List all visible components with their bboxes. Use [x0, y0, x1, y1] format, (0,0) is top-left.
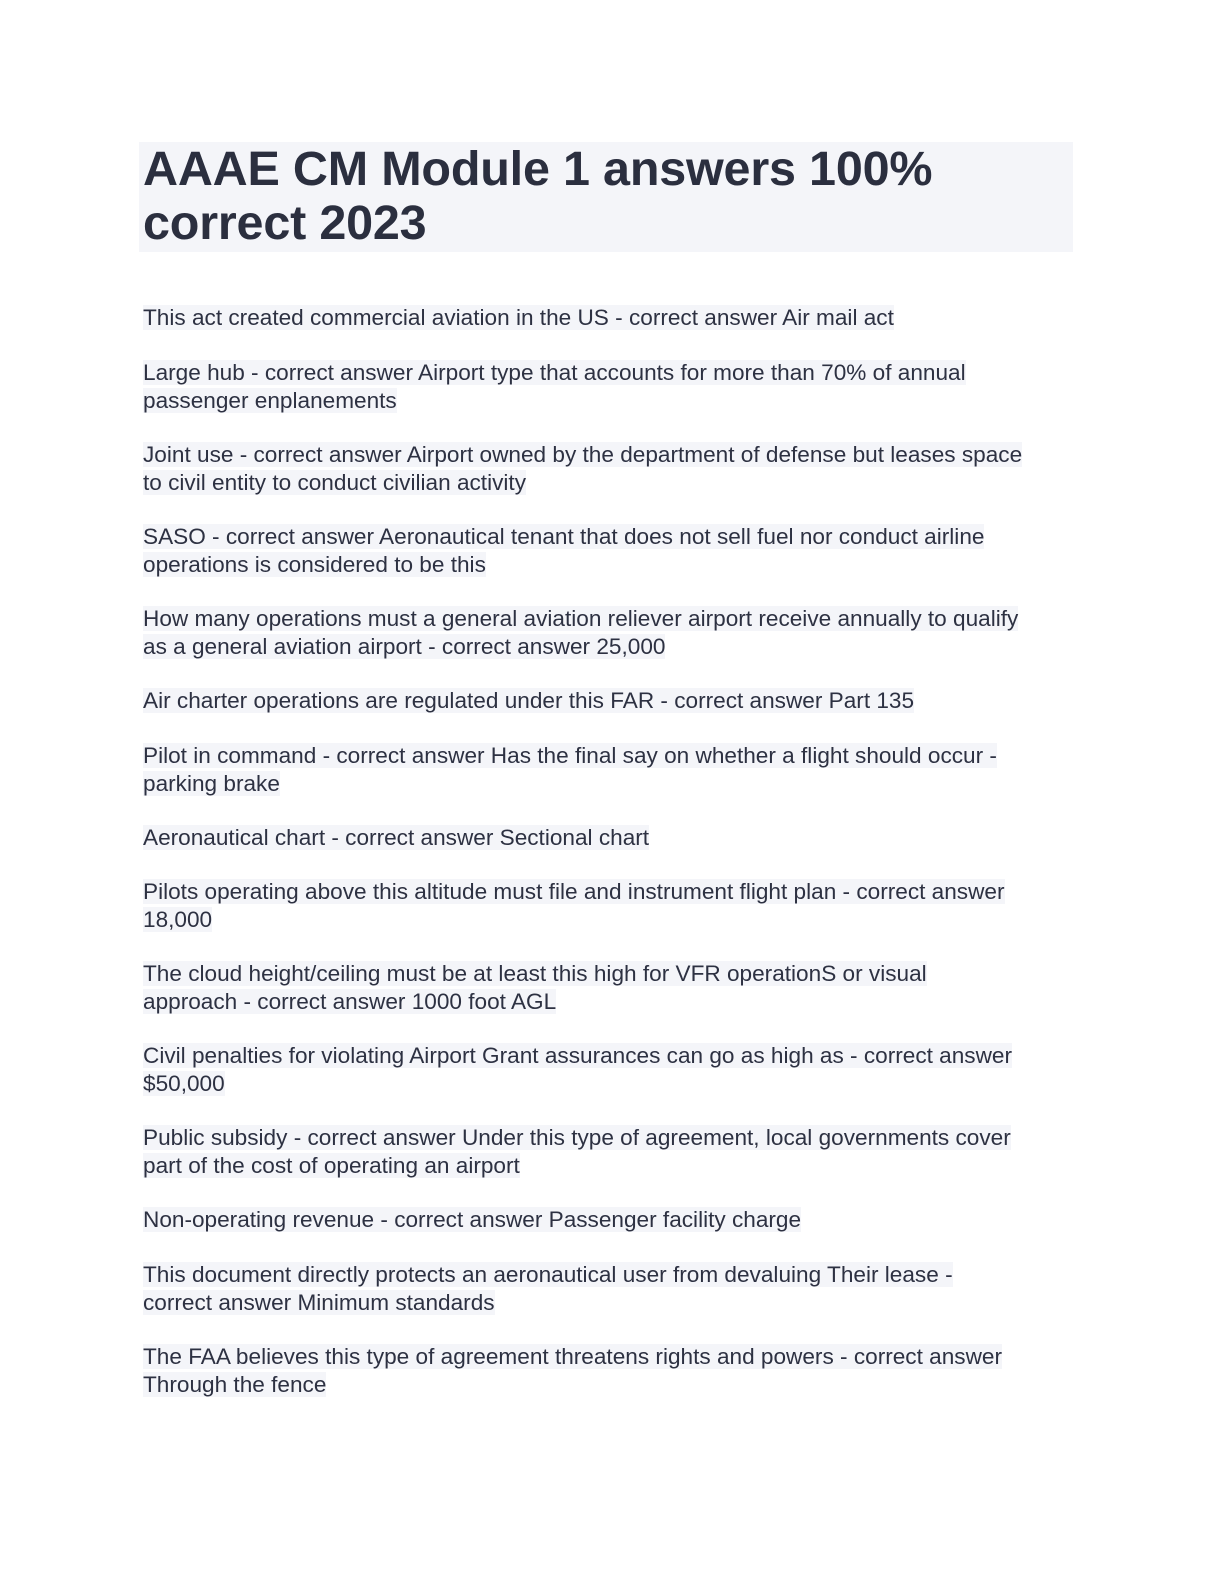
qa-text: This document directly protects an aeronautical user from devaluing Their lease -: [143, 1262, 953, 1287]
qa-text: Public subsidy - correct answer Under this type of agreement, local governments cover: [143, 1125, 1011, 1150]
qa-item: [143, 1206, 801, 1234]
title-line-1: AAAE CM Module 1 answers 100%: [143, 142, 933, 196]
qa-item: [143, 304, 894, 332]
qa-text: Through the fence: [143, 1371, 327, 1397]
qa-text: to civil entity to conduct civilian activity: [143, 469, 526, 495]
qa-text: Non-operating revenue - correct answer Passenger facility charge: [143, 1207, 802, 1232]
qa-text: operations is considered to be this: [143, 551, 486, 577]
qa-text: parking brake: [143, 770, 280, 796]
qa-text: approach - correct answer 1000 foot AGL: [143, 988, 557, 1014]
qa-item: [143, 687, 914, 715]
qa-text: Pilot in command - correct answer Has the final say on whether a flight should occur -: [143, 743, 997, 768]
qa-text: $50,000: [143, 1070, 225, 1096]
qa-item: [143, 742, 997, 797]
document-title: [143, 142, 932, 250]
qa-text: Joint use - correct answer Airport owned by the department of defense but leases space: [143, 442, 1023, 467]
qa-text: The cloud height/ceiling must be at least this high for VFR operationS or visual: [143, 961, 927, 986]
qa-text: SASO - correct answer Aeronautical tenant that does not sell fuel nor conduct airline: [143, 524, 985, 549]
qa-text: part of the cost of operating an airport: [143, 1152, 520, 1178]
qa-text: as a general aviation airport - correct answer 25,000: [143, 633, 666, 659]
qa-item: [143, 441, 1022, 496]
qa-text: This act created commercial aviation in the US - correct answer Air mail act: [143, 305, 894, 330]
qa-item: [143, 824, 649, 852]
title-block: [139, 142, 1073, 252]
qa-text: passenger enplanements: [143, 387, 397, 413]
qa-item: [143, 605, 1018, 660]
qa-item: [143, 960, 927, 1015]
qa-item: [143, 878, 1005, 933]
qa-item: [143, 1042, 1012, 1097]
qa-text: Large hub - correct answer Airport type that accounts for more than 70% of annual: [143, 360, 966, 385]
qa-text: Air charter operations are regulated under this FAR - correct answer Part 135: [143, 688, 915, 713]
qa-item: [143, 359, 966, 414]
qa-text: Civil penalties for violating Airport Grant assurances can go as high as - correct answer: [143, 1043, 1013, 1068]
qa-text: Pilots operating above this altitude must file and instrument flight plan - correct answer: [143, 879, 1005, 904]
qa-item: [143, 1343, 1002, 1398]
qa-text: 18,000: [143, 906, 213, 932]
qa-text: Aeronautical chart - correct answer Sectional chart: [143, 825, 650, 850]
qa-text: How many operations must a general aviation reliever airport receive annually to qualify: [143, 606, 1019, 631]
qa-item: [143, 1124, 1011, 1179]
title-line-2: correct 2023: [143, 196, 427, 250]
qa-item: [143, 523, 984, 578]
qa-text: correct answer Minimum standards: [143, 1289, 495, 1315]
qa-item: [143, 1261, 953, 1316]
qa-text: The FAA believes this type of agreement threatens rights and powers - correct answer: [143, 1344, 1002, 1369]
